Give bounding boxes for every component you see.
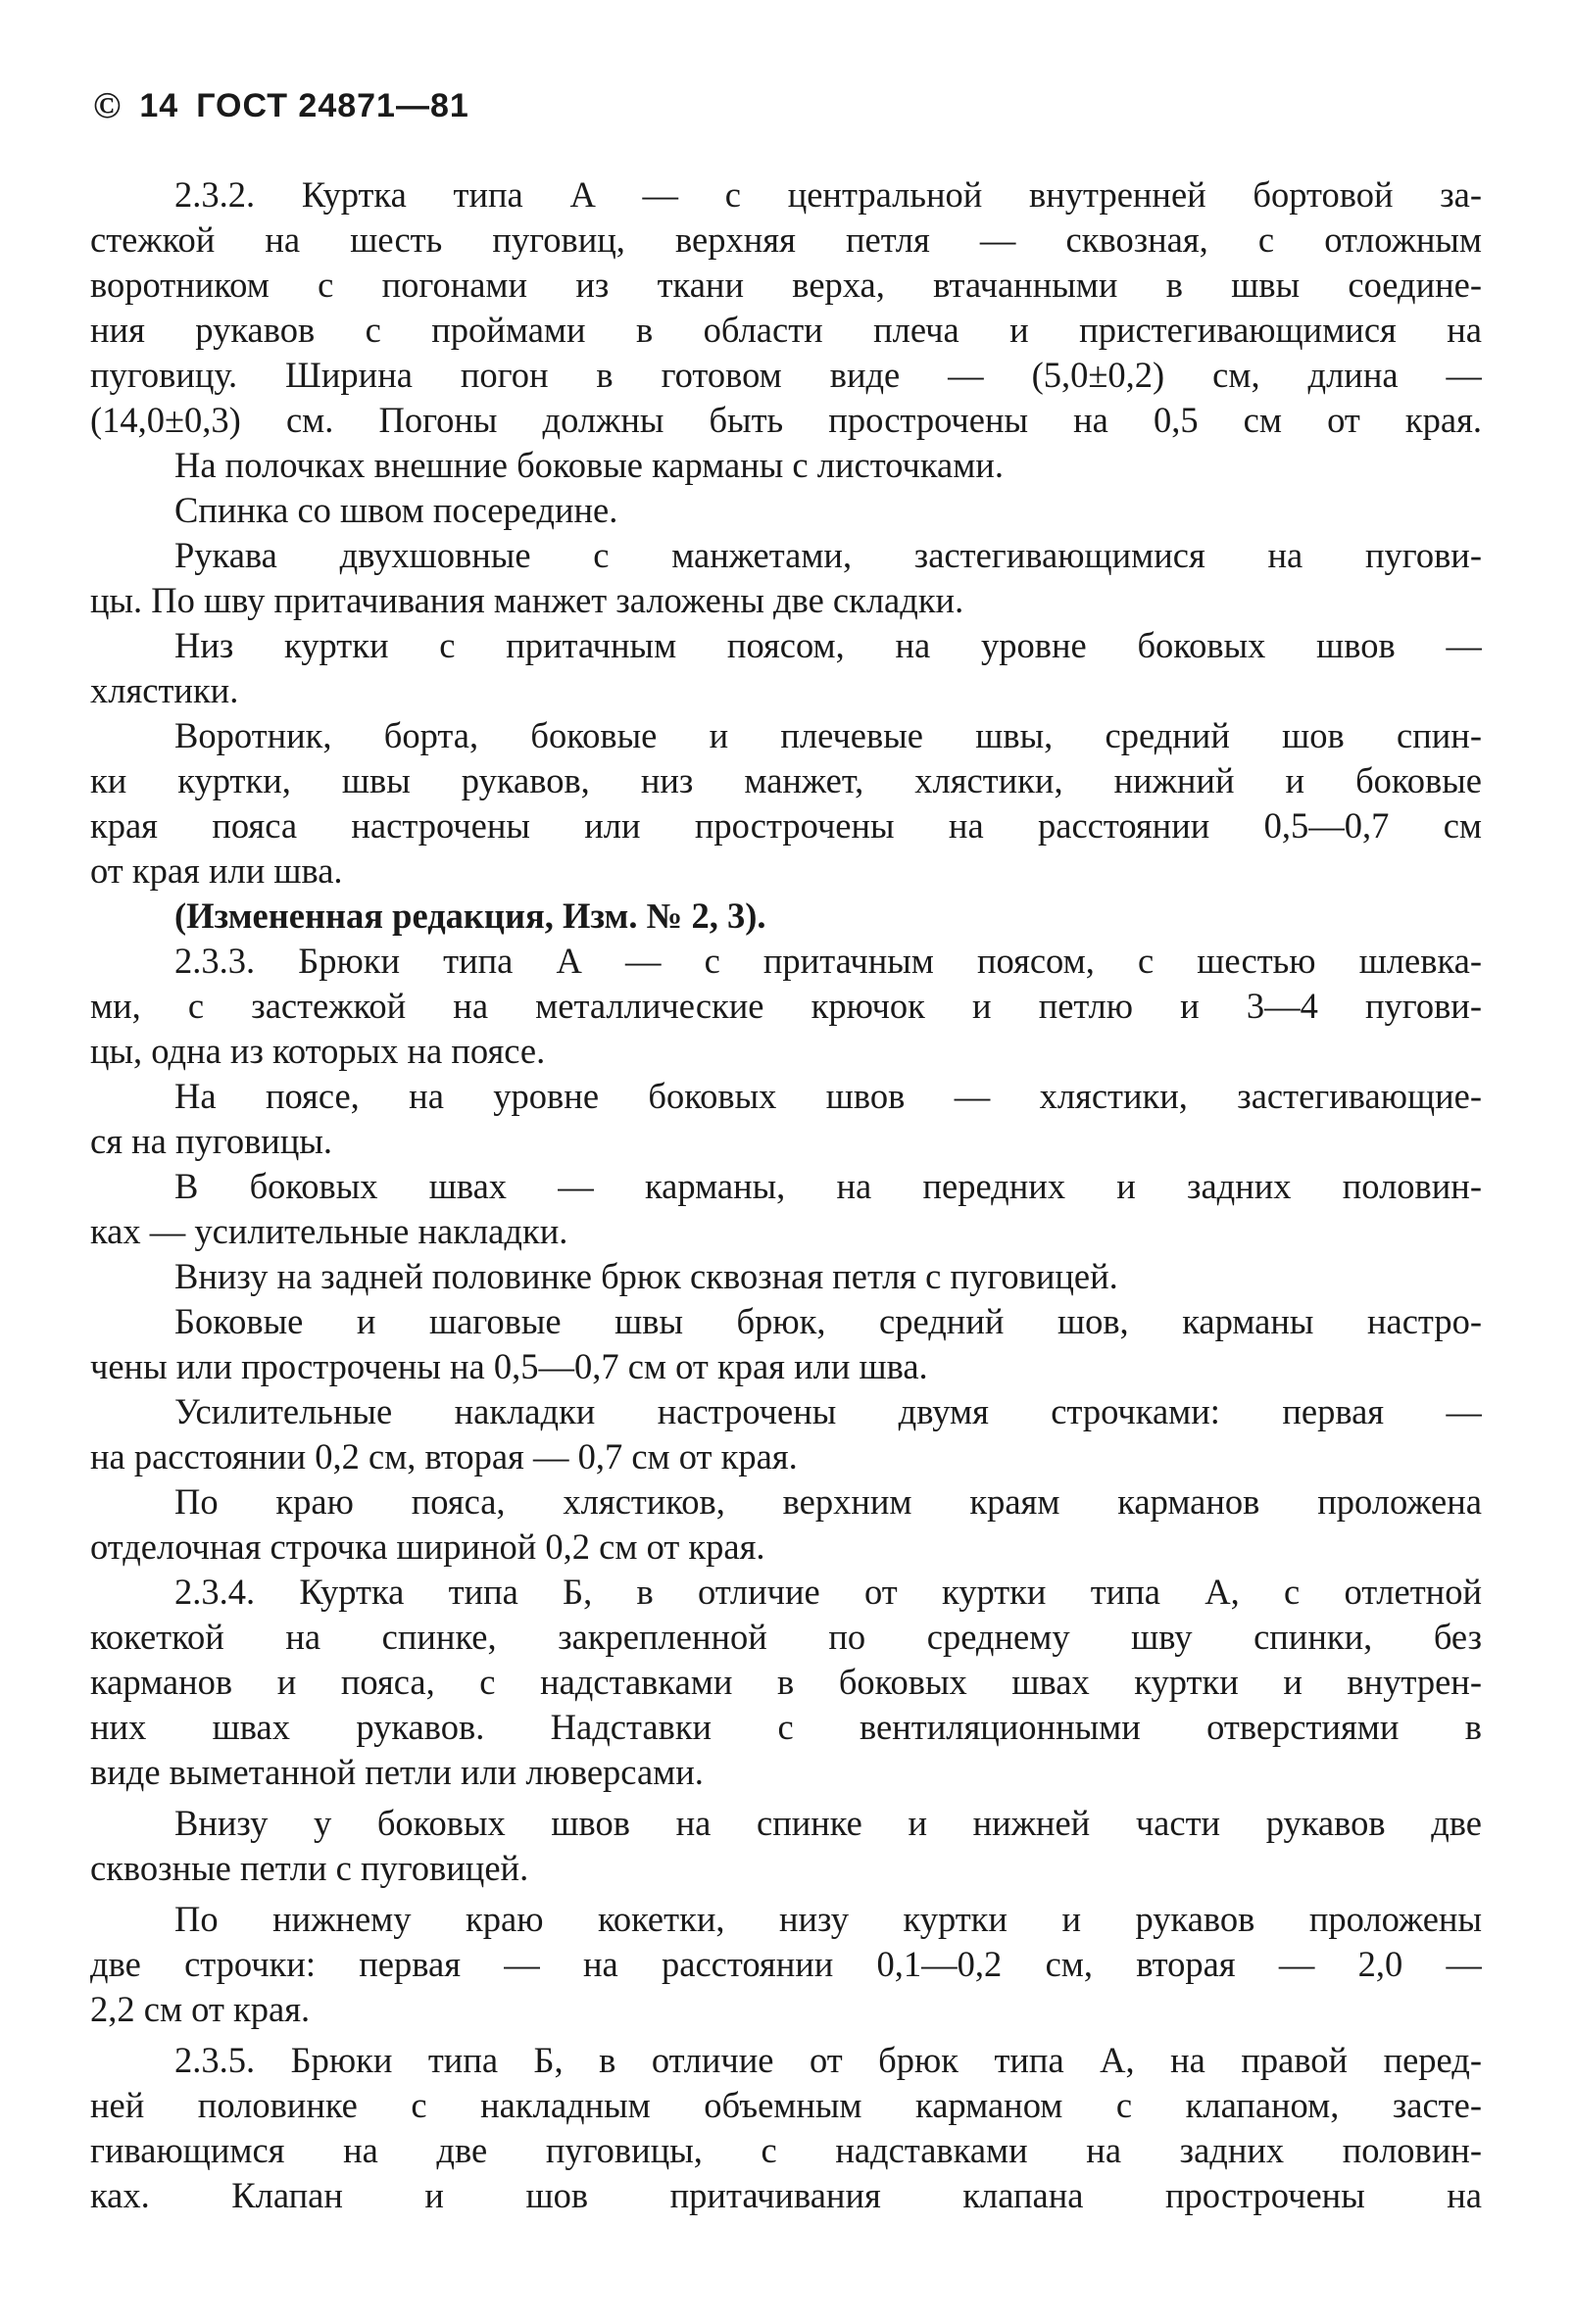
text-line: карманов и пояса, с надставками в боковых швах куртки и внутрен- bbox=[90, 1662, 1482, 1702]
text-line: Внизу у боковых швов на спинке и нижней части рукавов две bbox=[174, 1803, 1482, 1843]
text-line: 2.3.2. Куртка типа А — с центральной внутренней бортовой за- bbox=[174, 174, 1482, 215]
text-line: На поясе, на уровне боковых швов — хлястики, застегивающие- bbox=[174, 1076, 1482, 1116]
text-line: ках — усилительные накладки. bbox=[90, 1211, 568, 1251]
amendment-note: (Измененная редакция, Изм. № 2, 3). bbox=[174, 896, 766, 936]
text-line: пуговицу. Ширина погон в готовом виде — (5,0±0,2) см, длина — bbox=[90, 355, 1482, 395]
text-line: воротником с погонами из ткани верха, втачанными в швы соедине- bbox=[90, 265, 1482, 305]
text-line: виде выметанной петли или люверсами. bbox=[90, 1752, 704, 1792]
text-line: цы. По шву притачивания манжет заложены две складки. bbox=[90, 580, 964, 620]
text-line: ми, с застежкой на металлические крючок и петлю и 3—4 пугови- bbox=[90, 986, 1482, 1026]
text-line: На полочках внешние боковые карманы с листочками. bbox=[174, 445, 1004, 485]
text-line: ки куртки, швы рукавов, низ манжет, хлястики, нижний и боковые bbox=[90, 760, 1482, 800]
text-line: Рукава двухшовные с манжетами, застегивающимися на пугови- bbox=[174, 535, 1482, 575]
text-line: края пояса настрочены или прострочены на расстоянии 0,5—0,7 см bbox=[90, 805, 1482, 846]
text-line: Воротник, борта, боковые и плечевые швы, средний шов спин- bbox=[174, 715, 1482, 755]
text-line: 2.3.3. Брюки типа А — с притачным поясом, с шестью шлевка- bbox=[174, 941, 1482, 981]
text-line: чены или прострочены на 0,5—0,7 см от края или шва. bbox=[90, 1346, 928, 1386]
text-line: стежкой на шесть пуговиц, верхняя петля — сквозная, с отложным bbox=[90, 219, 1482, 260]
text-line: гивающимся на две пуговицы, с надставками на задних половин- bbox=[90, 2130, 1482, 2170]
text-line: 2.3.5. Брюки типа Б, в отличие от брюк типа А, на правой перед- bbox=[174, 2040, 1482, 2080]
text-line: Спинка со швом посередине. bbox=[174, 490, 618, 530]
text-line: от края или шва. bbox=[90, 850, 343, 891]
text-line: ках. Клапан и шов притачивания клапана прострочены на bbox=[90, 2175, 1482, 2215]
copyright-mark: © bbox=[93, 85, 123, 126]
text-line: (14,0±0,3) см. Погоны должны быть прострочены на 0,5 см от края. bbox=[90, 400, 1482, 440]
text-line: Боковые и шаговые швы брюк, средний шов, карманы настро- bbox=[174, 1301, 1482, 1341]
text-line: кокеткой на спинке, закрепленной по среднему шву спинки, без bbox=[90, 1617, 1482, 1657]
page-number: 14 bbox=[139, 86, 179, 124]
text-line: хлястики. bbox=[90, 670, 239, 710]
text-line: на расстоянии 0,2 см, вторая — 0,7 см от края. bbox=[90, 1436, 798, 1477]
text-line: ней половинке с накладным объемным карманом с клапаном, засте- bbox=[90, 2085, 1482, 2125]
text-line: 2,2 см от края. bbox=[90, 1989, 311, 2029]
text-line: сквозные петли с пуговицей. bbox=[90, 1848, 529, 1888]
text-line: них швах рукавов. Надставки с вентиляционными отверстиями в bbox=[90, 1707, 1482, 1747]
text-line: две строчки: первая — на расстоянии 0,1—0,2 см, вторая — 2,0 — bbox=[90, 1944, 1482, 1984]
text-line: Низ куртки с притачным поясом, на уровне боковых швов — bbox=[174, 625, 1482, 665]
text-line: По нижнему краю кокетки, низу куртки и рукавов проложены bbox=[174, 1899, 1482, 1939]
standard-designation: ГОСТ 24871—81 bbox=[196, 86, 469, 124]
text-line: Усилительные накладки настрочены двумя строчками: первая — bbox=[174, 1391, 1482, 1431]
text-line: По краю пояса, хлястиков, верхним краям карманов проложена bbox=[174, 1481, 1482, 1522]
text-line: В боковых швах — карманы, на передних и задних половин- bbox=[174, 1166, 1482, 1206]
text-line: цы, одна из которых на поясе. bbox=[90, 1031, 546, 1071]
text-line: 2.3.4. Куртка типа Б, в отличие от куртки типа А, с отлетной bbox=[174, 1572, 1482, 1612]
text-line: ния рукавов с проймами в области плеча и пристегивающимися на bbox=[90, 310, 1482, 350]
text-line: Внизу на задней половинке брюк сквозная петля с пуговицей. bbox=[174, 1256, 1118, 1296]
text-line: ся на пуговицы. bbox=[90, 1121, 333, 1161]
text-line: отделочная строчка шириной 0,2 см от края. bbox=[90, 1526, 765, 1567]
